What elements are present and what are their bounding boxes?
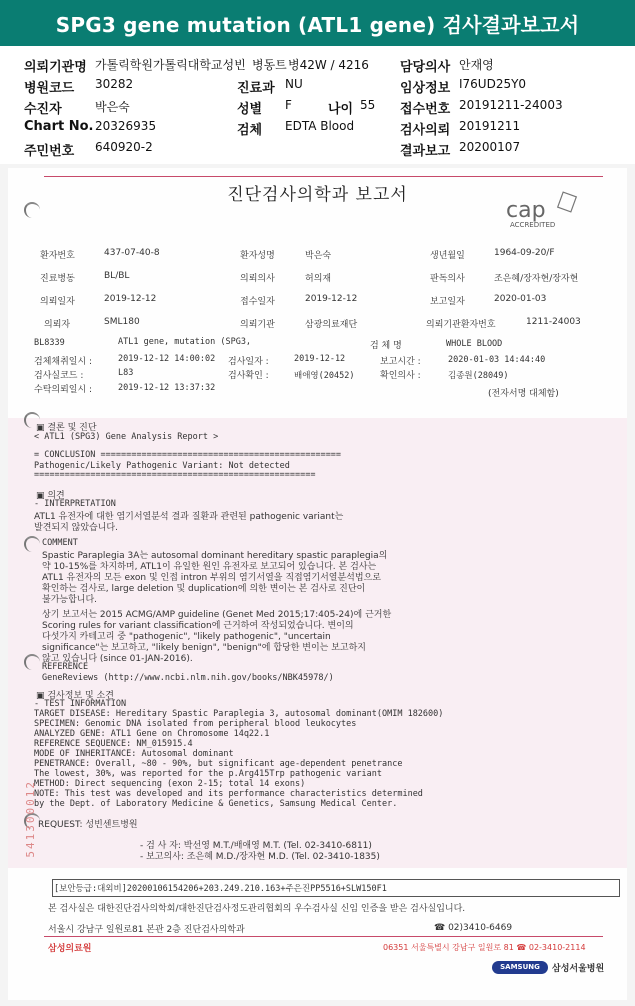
chart-value: 20326935: [95, 119, 157, 133]
info-recv-date: 2019-12-12: [305, 294, 358, 304]
info-recv-date-label: 접수일자: [240, 297, 275, 307]
comment-line-5: 불가능합니다.: [42, 595, 98, 605]
collect-time: 2019-12-12 14:00:02: [118, 354, 216, 364]
info-req-doctor-label: 의뢰의사: [240, 274, 275, 284]
reference-sequence: REFERENCE SEQUENCE: NM_015915.4: [34, 739, 193, 749]
test-confirm: 배애영(20452): [294, 371, 355, 381]
reqdate-value: 20191211: [459, 119, 521, 133]
method: METHOD: Direct sequencing (exon 2-15; total 14 exons): [34, 779, 306, 789]
report-header: [0, 46, 635, 164]
interpretation-heading: - INTERPRETATION: [34, 499, 116, 509]
rrn-label: 주민번호: [24, 144, 75, 159]
info-inst-patient-no: 1211-24003: [526, 317, 581, 327]
footer-address: 06351 서울특별시 강남구 일원로 81 ☎ 02-3410-2114: [383, 943, 586, 952]
address-line: 서울시 강남구 일원로81 본관 2층 진단검사의학과: [48, 925, 245, 935]
esign-note: (전자서명 대체함): [488, 389, 559, 399]
patient-label: 수진자: [24, 102, 62, 117]
consign-time: 2019-12-12 13:37:32: [118, 383, 216, 393]
report-time: 2020-01-03 14:44:40: [448, 355, 546, 365]
inst-label: 의뢰기관명: [24, 60, 87, 75]
inheritance-mode: MODE OF INHERITANCE: Autosomal dominant: [34, 749, 234, 759]
accreditation-line: 본 검사실은 대한진단검사의학회/대한진단검사정도관리협회의 우수검사실 신임 인증을 받은 검사실입니다.: [48, 904, 466, 914]
footer-hospital-group: 삼성의료원: [48, 944, 92, 954]
info-req-doctor: 허의재: [305, 274, 332, 284]
clinical-label: 임상정보: [400, 81, 451, 96]
samsung-hospital-name: 삼성서울병원: [552, 964, 605, 974]
interpretation-line-2: 발견되지 않았습니다.: [34, 523, 118, 533]
guideline-line-4: significance"는 보고하고, "likely benign", "benign"에 합당한 변이는 보고하지: [42, 643, 366, 653]
info-req-inst-label: 의뢰기관: [240, 320, 275, 330]
info-req-date: 2019-12-12: [104, 294, 157, 304]
age-label: 나이: [328, 102, 354, 117]
info-report-date-label: 보고일자: [430, 297, 465, 307]
info-patient-name-label: 환자성명: [240, 251, 275, 261]
spec-sample-label: 검 체 명: [370, 341, 402, 351]
comment-line-4: 확인하는 검사로, large deletion 및 duplication에 의한 변이는 본 검사로 진단이: [42, 584, 366, 594]
confirm-doctor-label: 확인의사 :: [380, 371, 421, 381]
patient-value: 박은숙: [95, 100, 130, 114]
scanned-report: [8, 168, 627, 1000]
comment-heading: COMMENT: [42, 538, 78, 548]
cap-logo-text: cap: [506, 198, 546, 223]
conclusion-rule-top: = CONCLUSION ===============================================: [34, 450, 342, 460]
spec-test: ATL1 gene, mutation (SPG3,: [118, 337, 252, 347]
section-conclusion-heading: ▣ 결론 및 진단: [36, 423, 97, 433]
code-value: 30282: [95, 77, 134, 91]
guideline-line-3: 다섯가지 카테고리 중 "pathogenic", "likely pathogenic", "uncertain: [42, 632, 331, 642]
info-reader-label: 판독의사: [430, 274, 465, 284]
info-ward: BL/BL: [104, 271, 130, 281]
vertical-code: 541300012: [24, 780, 37, 858]
spec-code: BL8339: [34, 338, 65, 348]
penetrance-line-2: The lowest, 30%, was reported for the p.Arg415Trp pathogenic variant: [34, 769, 382, 779]
guideline-line-1: 상기 보고서는 2015 ACMG/AMP guideline (Genet Med 2015;17:405-24)에 근거한: [42, 610, 392, 620]
report-date-label: 결과보고: [400, 144, 451, 159]
security-line: [보안등급:대외비]20200106154206+203.249.210.163+주은진PP5516+SLW150F1: [54, 884, 387, 894]
punch-hole-mark: [24, 202, 40, 218]
section-opinion-heading: ▣ 의견: [36, 491, 65, 501]
med-label: 진료과: [237, 81, 275, 96]
sample-label: 검체: [237, 123, 263, 138]
report-doctor-line: - 보고의사: 조은혜 M.D./장자현 M.D. (Tel. 02-3410-1835): [140, 852, 380, 862]
test-date-label: 검사일자 :: [228, 357, 269, 367]
tester-line: - 검 사 자: 박선영 M.T./배애영 M.T. (Tel. 02-3410-6811): [140, 841, 372, 851]
request-line: REQUEST: 성빈센트병원: [38, 820, 138, 830]
report-time-label: 보고시간 :: [380, 357, 421, 367]
interpretation-line-1: ATL1 유전자에 대한 염기서열분석 결과 질환과 관련된 pathogenic variant는: [34, 512, 344, 522]
conclusion-rule-bottom: =======================================================: [34, 470, 316, 480]
sex-label: 성별: [237, 102, 263, 117]
lab-code: L83: [118, 368, 134, 378]
reference-link: GeneReviews (http://www.ncbi.nlm.nih.gov/books/NBK45978/): [42, 673, 334, 683]
report-subtitle: < ATL1 (SPG3) Gene Analysis Report >: [34, 432, 219, 442]
info-req-inst: 삼광의료재단: [305, 320, 358, 330]
bottom-rule: [44, 936, 603, 937]
collect-time-label: 검체채취일시 :: [34, 357, 93, 367]
note-line-1: NOTE: This test was developed and its performance characteristics determined: [34, 789, 423, 799]
conclusion-result: Pathogenic/Likely Pathogenic Variant: Not detected: [34, 461, 290, 471]
test-confirm-label: 검사확인 :: [228, 371, 269, 381]
sex-value: F: [285, 98, 292, 112]
specimen: SPECIMEN: Genomic DNA isolated from peripheral blood leukocytes: [34, 719, 357, 729]
section-testinfo-heading: ▣ 검사정보 및 소견: [36, 691, 114, 701]
report-date-value: 20200107: [459, 140, 521, 154]
target-disease: TARGET DISEASE: Hereditary Spastic Paraplegia 3, autosomal dominant(OMIM 182600): [34, 709, 444, 719]
lab-code-label: 검사실코드 :: [34, 371, 84, 381]
samsung-logo: SAMSUNG: [492, 961, 548, 974]
punch-hole-mark: [24, 654, 40, 670]
top-rule: [44, 176, 603, 177]
report-title: 진단검사의학과 보고서: [227, 185, 408, 205]
info-patient-no-label: 환자번호: [40, 251, 75, 261]
analyzed-gene: ANALYZED GENE: ATL1 Gene on Chromosome 14q22.1: [34, 729, 270, 739]
punch-hole-mark: [24, 536, 40, 552]
clinical-value: I76UD25Y0: [459, 77, 527, 91]
code-label: 병원코드: [24, 81, 75, 96]
info-reader: 조은혜/장자현/장자현: [494, 274, 579, 284]
dept-label: 병동트: [252, 58, 287, 72]
info-dob: 1964-09-20/F: [494, 248, 555, 258]
reference-heading: REFERENCE: [42, 662, 89, 672]
info-dob-label: 생년월일: [430, 251, 465, 261]
inst-value: 가톨릭학원가톨릭대학교성빈: [95, 58, 246, 72]
info-inst-patient-no-label: 의뢰기관환자번호: [426, 320, 496, 330]
recv-label: 접수번호: [400, 102, 451, 117]
info-requester: SML180: [104, 317, 140, 327]
sample-value: EDTA Blood: [285, 119, 355, 133]
testinfo-heading: - TEST INFORMATION: [34, 699, 127, 709]
doctor-value: 안재영: [459, 58, 494, 72]
info-ward-label: 진료병동: [40, 274, 75, 284]
penetrance-line-1: PENETRANCE: Overall, ~80 - 90%, but significant age-dependent penetrance: [34, 759, 403, 769]
age-value: 55: [360, 98, 376, 112]
comment-line-3: ATL1 유전자의 모든 exon 및 인접 intron 부위의 염기서열을 직접염기서열분석법으로: [42, 573, 381, 583]
med-value: NU: [285, 77, 303, 91]
rrn-value: 640920-2: [95, 140, 153, 154]
guideline-line-5: 않고 있습니다 (since 01-JAN-2016).: [42, 654, 193, 664]
info-req-date-label: 의뢰일자: [40, 297, 75, 307]
cap-logo: [502, 190, 582, 230]
comment-line-1: Spastic Paraplegia 3A는 autosomal dominant hereditary spastic paraplegia의: [42, 551, 388, 561]
cap-logo-subtext: ACCREDITED: [510, 221, 556, 229]
info-report-date: 2020-01-03: [494, 294, 547, 304]
test-date: 2019-12-12: [294, 354, 346, 364]
confirm-doctor: 김종원(28049): [448, 371, 509, 381]
spec-sample: WHOLE BLOOD: [446, 339, 503, 349]
note-line-2: by the Dept. of Laboratory Medicine & Genetics, Samsung Medical Center.: [34, 799, 398, 809]
info-patient-name: 박은숙: [305, 251, 332, 261]
reqdate-label: 검사의뢰: [400, 123, 451, 138]
info-patient-no: 437-07-40-8: [104, 248, 160, 258]
doctor-label: 담당의사: [400, 60, 451, 75]
chart-label: Chart No.: [24, 119, 94, 134]
recv-value: 20191211-24003: [459, 98, 563, 112]
lab-phone: ☎ 02)3410-6469: [434, 923, 513, 933]
consign-time-label: 수탁의뢰일시 :: [34, 385, 93, 395]
comment-line-2: 약 10-15%를 차지하며, ATL1이 유일한 원인 유전자로 보고되어 있습니다. 본 검사는: [42, 562, 377, 572]
guideline-line-2: Scoring rules for variant classification에 근거하여 작성되었습니다. 변이의: [42, 621, 354, 631]
title-bar: [0, 0, 635, 46]
info-requester-label: 의뢰자: [44, 320, 71, 330]
dept-value: 병42W / 4216: [288, 58, 369, 72]
page-title: SPG3 gene mutation (ATL1 gene) 검사결과보고서: [55, 13, 580, 37]
